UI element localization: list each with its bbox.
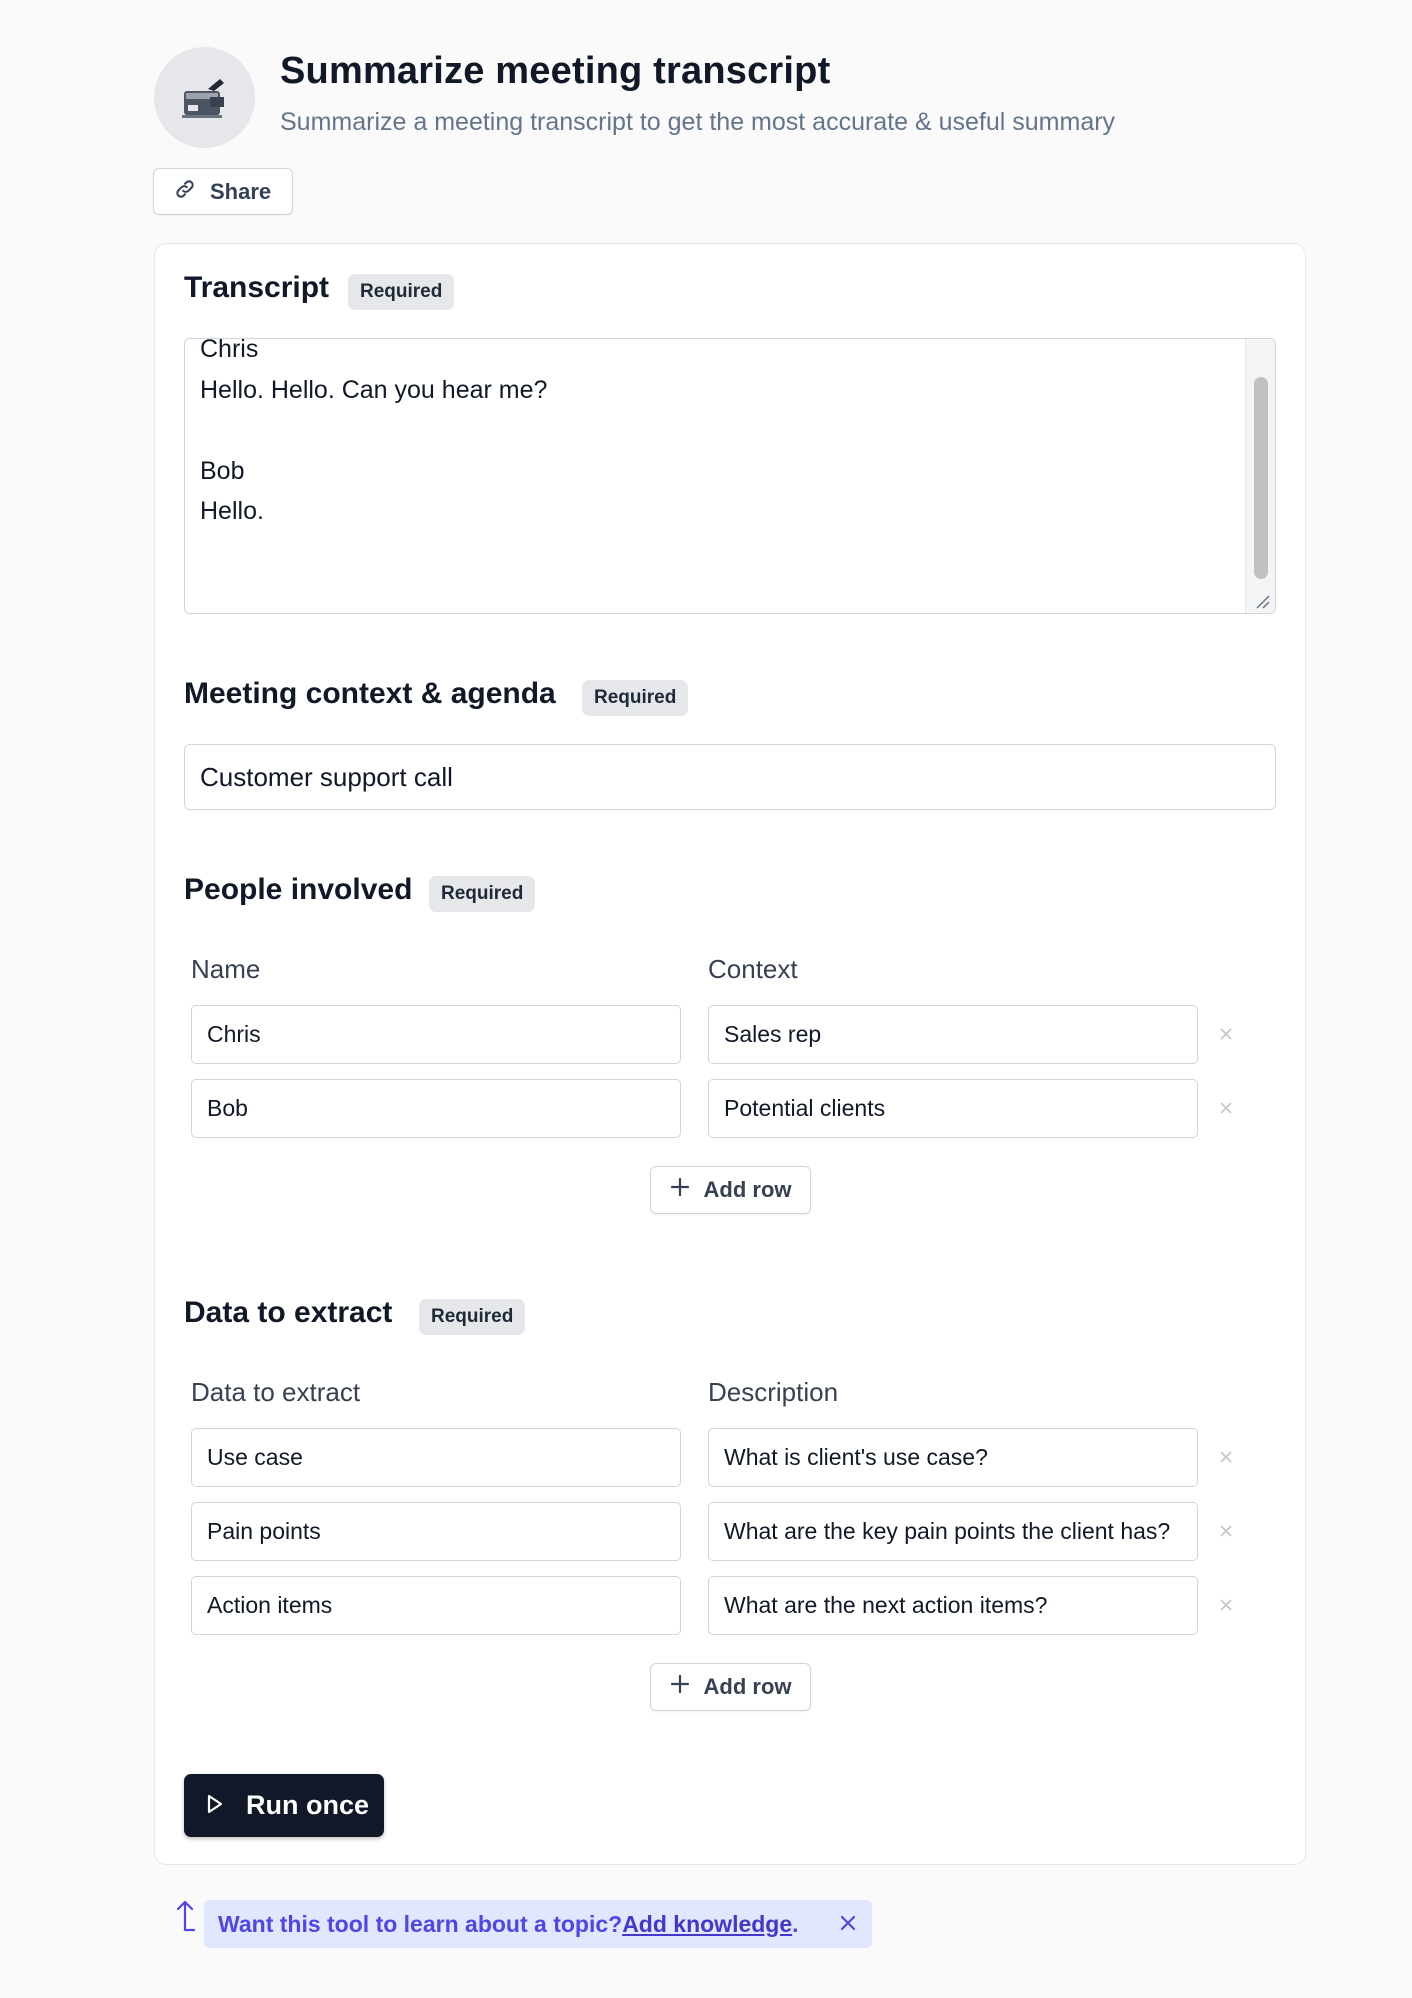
- people-name-input[interactable]: Chris: [191, 1005, 681, 1064]
- add-row-label: Add row: [703, 1674, 792, 1699]
- knowledge-hint: [204, 1900, 872, 1948]
- column-header-description: Description: [708, 1377, 839, 1407]
- close-icon[interactable]: [1214, 1022, 1238, 1046]
- extract-field-input[interactable]: Pain points: [191, 1502, 681, 1561]
- column-header-data: Data to extract: [191, 1377, 361, 1407]
- add-row-label: Add row: [703, 1177, 792, 1202]
- close-icon[interactable]: [1214, 1593, 1238, 1617]
- context-input[interactable]: Customer support call: [184, 744, 1276, 810]
- column-header-context: Context: [708, 954, 798, 984]
- page-title: Summarize meeting transcript: [280, 50, 831, 92]
- add-people-row-button[interactable]: [650, 1166, 811, 1214]
- required-badge: Required: [419, 1299, 525, 1335]
- plus-icon: [670, 1177, 690, 1203]
- people-context-input[interactable]: Sales rep: [708, 1005, 1198, 1064]
- link-icon: [174, 178, 196, 206]
- close-icon[interactable]: [1214, 1519, 1238, 1543]
- play-icon: [206, 1790, 224, 1821]
- context-label: Meeting context & agenda: [184, 677, 556, 710]
- hint-text: Want this tool to learn about a topic?: [218, 1910, 623, 1937]
- people-name-input[interactable]: Bob: [191, 1079, 681, 1138]
- add-knowledge-link[interactable]: Add knowledge: [622, 1910, 793, 1937]
- extract-description-input[interactable]: What are the next action items?: [708, 1576, 1198, 1635]
- transcript-scrollbar[interactable]: [1245, 339, 1275, 613]
- scrollbar-thumb[interactable]: [1254, 377, 1268, 579]
- run-once-button[interactable]: [184, 1774, 384, 1837]
- video-camera-icon: [154, 47, 255, 148]
- extract-label: Data to extract: [184, 1296, 393, 1329]
- resize-handle-icon[interactable]: [1253, 592, 1271, 610]
- extract-description-input[interactable]: What is client's use case?: [708, 1428, 1198, 1487]
- corner-up-arrow-icon: [174, 1898, 196, 1932]
- add-extract-row-button[interactable]: [650, 1663, 811, 1711]
- share-button[interactable]: [153, 168, 293, 215]
- people-label: People involved: [184, 873, 413, 906]
- required-badge: Required: [582, 680, 688, 716]
- plus-icon: [670, 1674, 690, 1700]
- close-icon[interactable]: [1214, 1096, 1238, 1120]
- close-icon[interactable]: [1214, 1445, 1238, 1469]
- transcript-label: Transcript: [184, 271, 330, 304]
- transcript-textarea[interactable]: [184, 338, 1276, 614]
- column-header-name: Name: [191, 954, 261, 984]
- extract-description-input[interactable]: What are the key pain points the client has?: [708, 1502, 1198, 1561]
- page-subtitle: Summarize a meeting transcript to get the most accurate & useful summary: [280, 108, 1116, 136]
- transcript-text[interactable]: Chris Hello. Hello. Can you hear me? Bob Hello.: [200, 338, 548, 525]
- close-icon[interactable]: [837, 1912, 859, 1934]
- share-label: Share: [210, 178, 272, 204]
- run-once-label: Run once: [246, 1790, 370, 1820]
- required-badge: Required: [348, 274, 454, 310]
- people-context-input[interactable]: Potential clients: [708, 1079, 1198, 1138]
- required-badge: Required: [429, 876, 535, 912]
- extract-field-input[interactable]: Action items: [191, 1576, 681, 1635]
- extract-field-input[interactable]: Use case: [191, 1428, 681, 1487]
- hint-suffix: .: [792, 1910, 799, 1937]
